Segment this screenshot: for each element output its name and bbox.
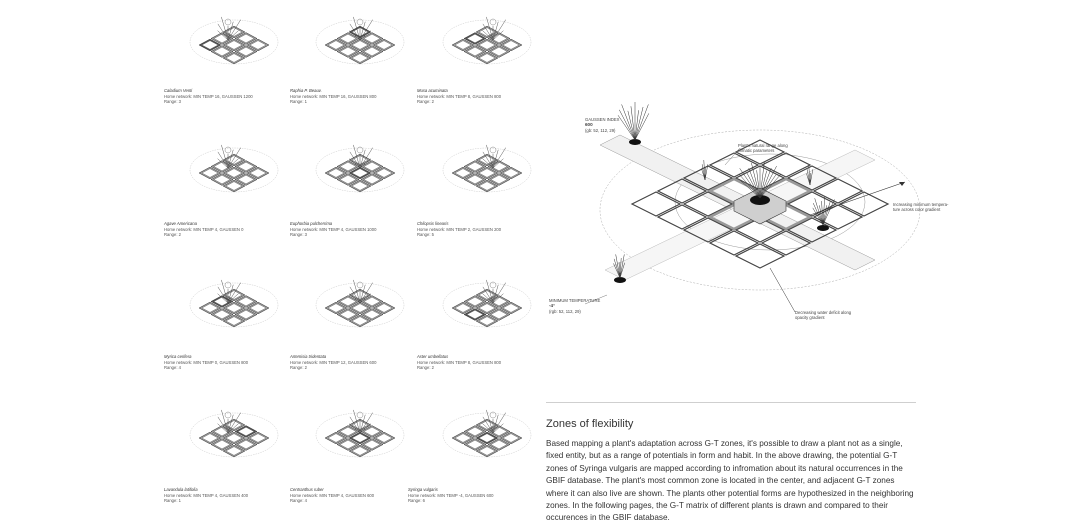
- plant-range: Range: 5: [417, 232, 434, 238]
- plant-home-network: Home network: MIN TEMP 8, GAUSSEN 800: [417, 93, 502, 99]
- plant-home-network: Home network: MIN TEMP 2, GAUSSEN 200: [417, 226, 502, 232]
- plant-name: Lavandula latifolia: [164, 487, 198, 492]
- plant-home-network: Home network: MIN TEMP 4, GAUSSEN 0: [164, 226, 244, 232]
- plant-range: Range: 6: [408, 498, 425, 504]
- plant-name: Centranthus ruber: [290, 487, 324, 492]
- plant-name: Artemisia tridentata: [290, 354, 327, 359]
- plant-cell: [290, 265, 410, 395]
- plant-caption: [164, 354, 248, 371]
- plant-home-network: Home network: MIN TEMP 4, GAUSSEN 400: [164, 492, 249, 498]
- plant-caption: [417, 88, 501, 105]
- plant-cell: [417, 2, 537, 132]
- section-body: Based mapping a plant's adaptation across G-T zones, it's possible to draw a plant not as a single, fixed entity, but as a range of potentials in form and habit. In the above drawing, the potential G-T zones of Syringa vulgaris are mapped according to infromation about its natural occurrences in the GBIF database. The plant's most common zone is located in the center, and adjacent G-T zones where it can also live are shown. The plants other potential forms are hypothesized in the neighboring zones. In the following pages, the G-T matrix of different plants is drawn and compared to their occurences in the GBIF database.: [546, 439, 914, 523]
- plant-name: Agave Americana: [164, 221, 197, 226]
- plant-cell: [290, 130, 410, 260]
- plant-caption: [417, 221, 501, 238]
- min-temp-label: MINIMUM TEMPERATURE -4° (rgb: 52, 112, 29): [549, 298, 601, 314]
- plant-home-network: Home network: MIN TEMP 8, GAUSSEN 800: [417, 359, 502, 365]
- plant-home-network: Home network: MIN TEMP -4, GAUSSEN 600: [408, 492, 494, 498]
- plant-zone-grid: [310, 265, 410, 345]
- plant-range: Range: 1: [164, 498, 181, 504]
- decreasing-water-label: Decreasing water deficit along opacity gradient: [795, 310, 852, 321]
- plant-name: Musa acuminata: [417, 88, 448, 93]
- plant-name: Caladium Venti: [164, 88, 193, 93]
- plant-home-network: Home network: MIN TEMP 16, GAUSSEN 800: [290, 93, 377, 99]
- plant-name: Chilopsis linearis: [417, 221, 449, 226]
- gaussen-label: GAUSSEN INDEX 600 (gb: 52, 112, 29): [585, 117, 620, 133]
- plant-zone-grid: [310, 395, 410, 475]
- plant-caption: [290, 221, 376, 238]
- plant-zone-grid: [437, 395, 537, 475]
- plant-range: Range: 2: [290, 365, 307, 371]
- plant-caption: [164, 487, 248, 504]
- plant-caption: [408, 487, 493, 504]
- plant-cell: [290, 395, 410, 525]
- plant-cell: [290, 2, 410, 132]
- plant-zone-grid: [437, 130, 537, 210]
- plant-zone-grid: [310, 130, 410, 210]
- plant-zone-grid: [437, 265, 537, 345]
- plant-caption: [290, 88, 376, 105]
- plant-cell: [417, 265, 537, 395]
- gt-zone-tile: [736, 244, 784, 268]
- plant-zone-grid: [310, 2, 410, 82]
- plant-cell: [164, 395, 284, 525]
- plant-zone-grid: [184, 395, 284, 475]
- plant-name: Raphia P. Beauv.: [290, 88, 322, 93]
- plant-home-network: Home network: MIN TEMP 12, GAUSSEN 600: [290, 359, 377, 365]
- plant-range: Range: 4: [164, 365, 181, 371]
- syringa-gt-diagram: [545, 90, 949, 340]
- plant-range: Range: 1: [290, 99, 307, 105]
- plant-range: Range: 3: [290, 232, 307, 238]
- plant-home-network: Home network: MIN TEMP 4, GAUSSEN 1000: [290, 226, 377, 232]
- plant-caption: [164, 88, 253, 105]
- increasing-temp-label: Increasing minimum tempera- ture across color gradient: [893, 202, 949, 213]
- plant-range: Range: 2: [417, 99, 434, 105]
- plant-cell: [164, 130, 284, 260]
- plant-name: Euphorbia pulcherrima: [290, 221, 333, 226]
- plant-cell: [164, 265, 284, 395]
- plant-zone-grid: [437, 2, 537, 82]
- plant-home-network: Home network: MIN TEMP 4, GAUSSEN 600: [290, 492, 375, 498]
- plant-zone-grid: [184, 2, 284, 82]
- plant-caption: [164, 221, 243, 238]
- plant-home-network: Home network: MIN TEMP 16, GAUSSEN 1200: [164, 93, 253, 99]
- section-divider: [546, 402, 916, 403]
- plant-caption: [417, 354, 501, 371]
- natural-range-label: Plant's natural range along climatic parameters: [738, 143, 788, 154]
- plant-range: Range: 4: [290, 498, 307, 504]
- plant-cell: [164, 2, 284, 132]
- plant-range: Range: 2: [417, 365, 434, 371]
- plant-cell: [417, 130, 537, 260]
- plant-name: Myrica cerifera: [164, 354, 192, 359]
- plant-caption: [290, 354, 376, 371]
- plant-cell: [408, 395, 537, 525]
- plant-caption: [290, 487, 374, 504]
- gt-zone-tile: [632, 192, 680, 216]
- plant-range: Range: 3: [164, 99, 181, 105]
- plant-zone-grid: [184, 265, 284, 345]
- plant-name: Syringa vulgaris: [408, 487, 438, 492]
- plant-zone-grid: [184, 130, 284, 210]
- plant-range: Range: 2: [164, 232, 181, 238]
- section-title: Zones of flexibility: [546, 418, 634, 430]
- plant-name: Aster umbellatus: [417, 354, 449, 359]
- plant-home-network: Home network: MIN TEMP 0, GAUSSEN 800: [164, 359, 249, 365]
